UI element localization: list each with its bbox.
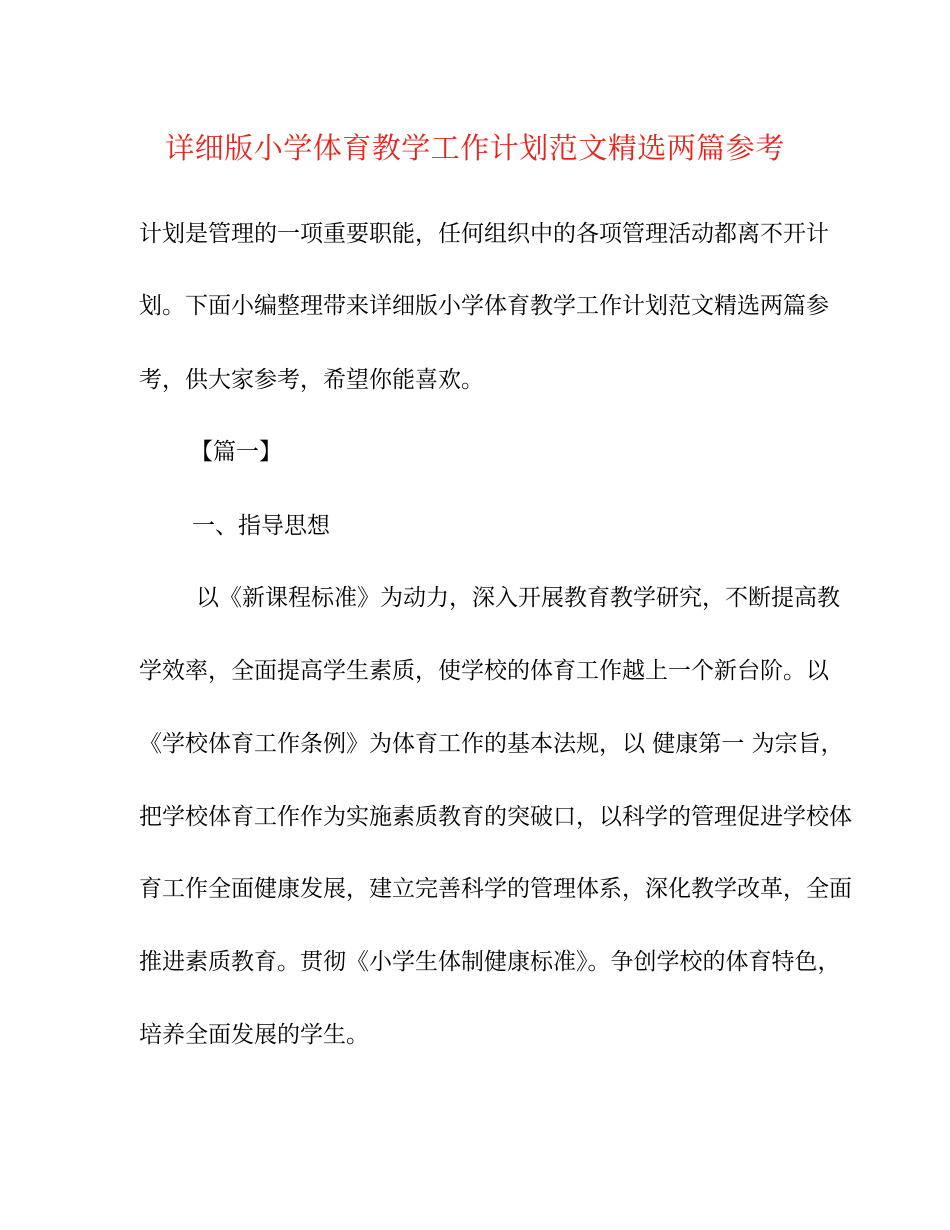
paragraph-line-intro-3: 考，供大家参考，希望你能喜欢。	[139, 367, 484, 393]
paragraph-line-body-6: 推进素质教育。贯彻《小学生体制健康标准》。争创学校的体育特色，	[139, 949, 841, 975]
paragraph-line-body-4: 把学校体育工作作为实施素质教育的突破口，以科学的管理促进学校体	[139, 804, 852, 830]
paragraph-line-intro-2: 划。下面小编整理带来详细版小学体育教学工作计划范文精选两篇参	[139, 293, 829, 319]
section-heading-part-one: 【篇一】	[190, 439, 282, 465]
paragraph-line-intro-1: 计划是管理的一项重要职能，任何组织中的各项管理活动都离不开计	[139, 221, 829, 247]
document-title: 详细版小学体育教学工作计划范文精选两篇参考	[165, 131, 785, 165]
section-heading-guiding-thought: 一、指导思想	[192, 513, 330, 539]
paragraph-line-body-5: 育工作全面健康发展，建立完善科学的管理体系，深化教学改革，全面	[139, 876, 852, 902]
paragraph-line-body-2: 学效率，全面提高学生素质，使学校的体育工作越上一个新台阶。以	[139, 658, 829, 684]
paragraph-line-body-3: 《学校体育工作条例》为体育工作的基本法规，以 健康第一 为宗旨，	[139, 731, 844, 757]
paragraph-line-body-1: 以《新课程标准》为动力，深入开展教育教学研究，不断提高教	[196, 585, 840, 611]
paragraph-line-body-7: 培养全面发展的学生。	[139, 1022, 369, 1048]
